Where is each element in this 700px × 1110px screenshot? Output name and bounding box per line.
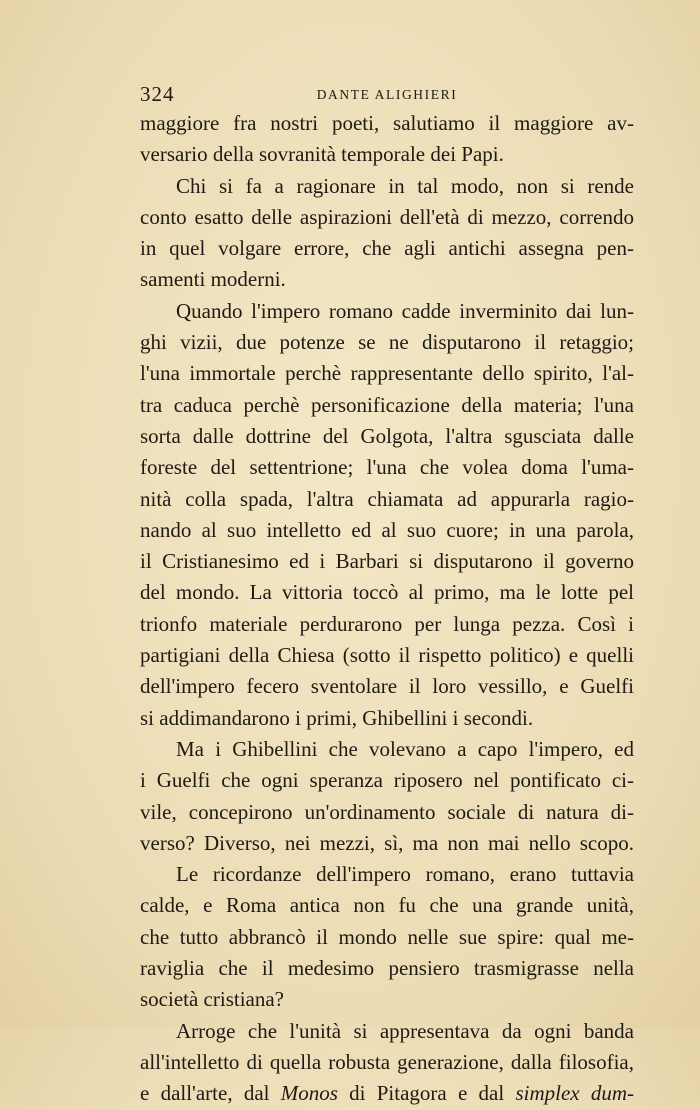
- text-run: di Pitagora e dal: [337, 1081, 516, 1106]
- text-run: e dall'arte, dal: [140, 1081, 281, 1106]
- text-line: conto esatto delle aspirazioni dell'età di mezzo, correndo: [140, 204, 634, 229]
- page-header: [140, 82, 634, 106]
- text-line: maggiore fra nostri poeti, salutiamo il maggiore av-: [140, 111, 634, 135]
- text-line: Ma i Ghibellini che volevano a capo l'impero, ed: [176, 736, 634, 761]
- text-line: l'una immortale perchè rappresentante dello spirito, l'al-: [140, 361, 634, 386]
- text-line: società cristiana?: [140, 987, 285, 1012]
- text-line: raviglia che il medesimo pensiero trasmigrasse nella: [140, 956, 634, 981]
- text-line: dell'impero fecero sventolare il loro vessillo, e Guelfi: [140, 674, 634, 699]
- running-head: DANTE ALIGHIERI: [316, 87, 458, 102]
- text-line: i Guelfi che ogni speranza riposero nel pontificato ci-: [140, 768, 634, 793]
- text-line: Arroge che l'unità si appresentava da ogni banda: [176, 1018, 634, 1043]
- text-line: all'intelletto di quella robusta generazione, dalla filosofia,: [140, 1049, 634, 1074]
- text-line-last: [140, 1078, 634, 1109]
- text-line: il Cristianesimo ed i Barbari si disputarono il governo: [140, 549, 634, 574]
- text-line: Le ricordanze dell'impero romano, erano tuttavia: [176, 862, 634, 887]
- italic-word-monos: Monos: [280, 1081, 338, 1106]
- text-line: foreste del settentrione; l'una che volea doma l'uma-: [140, 455, 634, 480]
- italic-phrase-simplex: simplex dum-: [515, 1081, 634, 1106]
- text-line: nità colla spada, l'altra chiamata ad appurarla ragio-: [140, 486, 634, 511]
- text-line: sorta dalle dottrine del Golgota, l'altra sgusciata dalle: [140, 423, 634, 448]
- text-line: ghi vizii, due potenze se ne disputarono il retaggio;: [140, 330, 634, 355]
- text-line: si addimandarono i primi, Ghibellini i secondi.: [140, 705, 534, 730]
- text-line: del mondo. La vittoria toccò al primo, ma le lotte pel: [140, 580, 634, 605]
- text-line: che tutto abbrancò il mondo nelle sue spire: qual me-: [140, 924, 634, 949]
- text-line: in quel volgare errore, che agli antichi assegna pen-: [140, 236, 634, 261]
- body-text: [140, 108, 634, 1110]
- text-line: vile, concepirono un'ordinamento sociale di natura di-: [140, 799, 634, 824]
- text-line: calde, e Roma antica non fu che una grande unità,: [140, 893, 634, 918]
- text-line: Chi si fa a ragionare in tal modo, non si rende: [176, 173, 634, 198]
- text-line: versario della sovranità temporale dei Papi.: [140, 142, 504, 167]
- page-number: 324: [140, 82, 175, 106]
- text-line: trionfo materiale perdurarono per lunga pezza. Così i: [140, 611, 634, 636]
- text-line: Quando l'impero romano cadde inverminito dai lun-: [176, 298, 634, 323]
- text-line: partigiani della Chiesa (sotto il rispetto politico) e quelli: [140, 643, 634, 668]
- text-line: nando al suo intelletto ed al suo cuore; in una parola,: [140, 517, 634, 542]
- text-line: verso? Diverso, nei mezzi, sì, ma non mai nello scopo.: [140, 830, 634, 855]
- text-line: tra caduca perchè personificazione della materia; l'una: [140, 392, 634, 417]
- text-line: samenti moderni.: [140, 267, 286, 292]
